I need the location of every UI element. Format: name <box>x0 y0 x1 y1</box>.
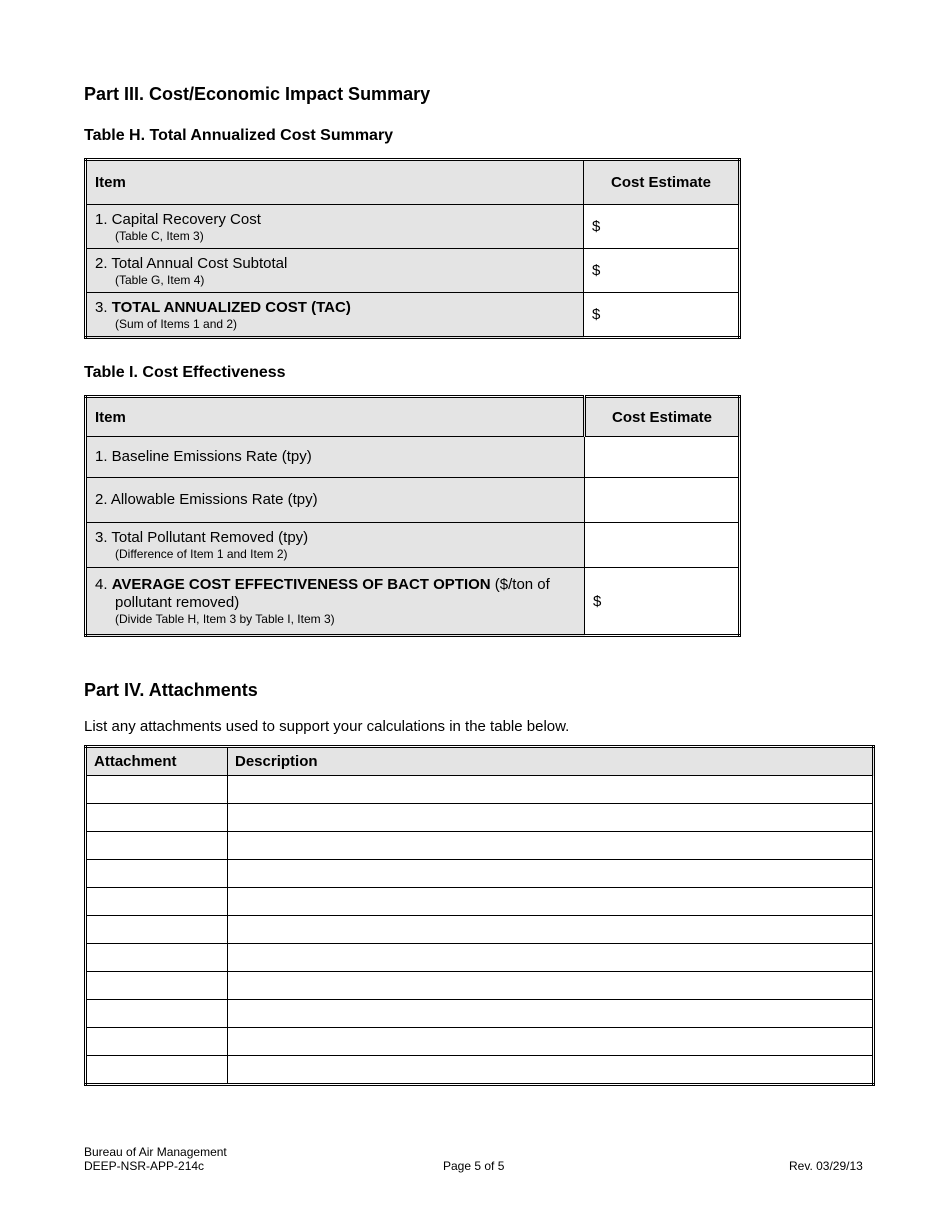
attachments-table <box>84 745 875 1086</box>
description-cell[interactable] <box>228 804 874 832</box>
row-sublabel: (Difference of Item 1 and Item 2) <box>115 547 288 561</box>
table-row <box>86 972 874 1000</box>
footer-revision: Rev. 03/29/13 <box>789 1159 863 1173</box>
cost-estimate-field[interactable]: $ <box>584 205 740 249</box>
table-row <box>86 293 740 338</box>
table-i-title: Table I. Cost Effectiveness <box>84 364 286 381</box>
cost-estimate-field[interactable] <box>585 478 740 523</box>
attachment-cell[interactable] <box>86 1028 228 1056</box>
row-label: 1. Baseline Emissions Rate (tpy) <box>95 448 312 465</box>
table-row <box>86 832 874 860</box>
row-label-bold: TOTAL ANNUALIZED COST (TAC) <box>111 298 351 316</box>
row-label-bold: AVERAGE COST EFFECTIVENESS OF BACT OPTION <box>111 576 491 593</box>
footer-left <box>84 1145 227 1173</box>
row-sublabel: (Table C, Item 3) <box>115 228 204 243</box>
part4-title: Part IV. Attachments <box>84 680 258 700</box>
description-cell[interactable] <box>228 1056 874 1085</box>
table-row <box>86 776 874 804</box>
description-cell[interactable] <box>228 916 874 944</box>
table-i-header-cost: Cost Estimate <box>585 397 740 437</box>
table-row <box>86 1056 874 1085</box>
description-header: Description <box>228 747 874 776</box>
description-cell[interactable] <box>228 860 874 888</box>
attachment-cell[interactable] <box>86 776 228 804</box>
table-row <box>86 804 874 832</box>
table-row <box>86 478 740 523</box>
table-h-header-cost: Cost Estimate <box>584 160 740 205</box>
table-h-header-row <box>86 160 740 205</box>
table-row <box>86 1028 874 1056</box>
description-cell[interactable] <box>228 776 874 804</box>
table-row <box>86 568 740 636</box>
description-cell[interactable] <box>228 888 874 916</box>
attachment-header: Attachment <box>86 747 228 776</box>
table-i-header-item: Item <box>86 397 585 437</box>
table-row <box>86 249 740 293</box>
description-cell[interactable] <box>228 972 874 1000</box>
cost-estimate-field[interactable]: $ <box>585 568 740 636</box>
cost-estimate-field[interactable] <box>585 437 740 478</box>
table-row <box>86 523 740 568</box>
attachment-cell[interactable] <box>86 804 228 832</box>
row-number: 4. <box>95 576 112 593</box>
attachments-instruction: List any attachments used to support your calculations in the table below. <box>84 718 570 735</box>
table-row <box>86 437 740 478</box>
table-row <box>86 944 874 972</box>
description-cell[interactable] <box>228 1000 874 1028</box>
attachment-cell[interactable] <box>86 832 228 860</box>
attachments-header-row <box>86 747 874 776</box>
table-row <box>86 916 874 944</box>
cost-estimate-field[interactable]: $ <box>584 293 740 338</box>
table-h-header-item: Item <box>86 160 584 205</box>
row-label: 1. Capital Recovery Cost <box>95 210 261 228</box>
table-row <box>86 888 874 916</box>
description-cell[interactable] <box>228 944 874 972</box>
table-i-header-row <box>86 397 740 437</box>
table-h <box>84 158 741 339</box>
row-number: 3. <box>95 298 112 316</box>
part3-title: Part III. Cost/Economic Impact Summary <box>84 84 431 104</box>
attachment-cell[interactable] <box>86 944 228 972</box>
row-label: 3. Total Pollutant Removed (tpy) <box>95 529 309 546</box>
row-label: 2. Total Annual Cost Subtotal <box>95 254 288 272</box>
attachment-cell[interactable] <box>86 888 228 916</box>
footer-form-id: DEEP-NSR-APP-214c <box>84 1159 205 1173</box>
table-row <box>86 205 740 249</box>
table-i <box>84 395 741 637</box>
attachment-cell[interactable] <box>86 1000 228 1028</box>
table-h-title: Table H. Total Annualized Cost Summary <box>84 127 394 144</box>
row-sublabel: (Table G, Item 4) <box>115 272 205 287</box>
cost-estimate-field[interactable] <box>585 523 740 568</box>
row-sublabel: (Divide Table H, Item 3 by Table I, Item 3) <box>115 612 335 626</box>
footer-bureau: Bureau of Air Management <box>84 1145 227 1159</box>
table-row <box>86 860 874 888</box>
row-label: 2. Allowable Emissions Rate (tpy) <box>95 491 318 508</box>
description-cell[interactable] <box>228 832 874 860</box>
row-label-suffix: ($/ton of <box>490 576 550 593</box>
attachment-cell[interactable] <box>86 1056 228 1085</box>
attachment-cell[interactable] <box>86 916 228 944</box>
table-row <box>86 1000 874 1028</box>
cost-estimate-field[interactable]: $ <box>584 249 740 293</box>
row-sublabel: (Sum of Items 1 and 2) <box>115 316 238 331</box>
row-label-continued: pollutant removed) <box>115 594 240 611</box>
description-cell[interactable] <box>228 1028 874 1056</box>
attachment-cell[interactable] <box>86 860 228 888</box>
attachment-cell[interactable] <box>86 972 228 1000</box>
footer-page-number: Page 5 of 5 <box>443 1159 505 1173</box>
